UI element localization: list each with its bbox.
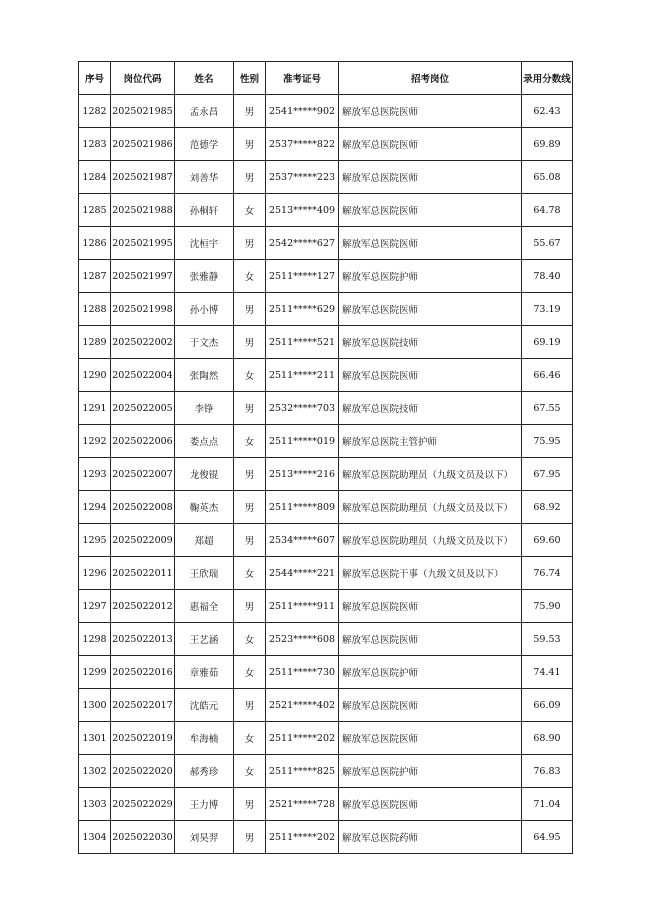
cell-gender: 女: [234, 425, 266, 458]
cell-post-code: 2025022029: [111, 788, 175, 821]
cell-name: 龙俊锟: [175, 458, 234, 491]
cell-score: 67.95: [522, 458, 573, 491]
table-row: [79, 656, 573, 689]
cell-post-code: 2025022020: [111, 755, 175, 788]
cell-position: 解放军总医院医师: [339, 788, 522, 821]
cell-score: 75.90: [522, 590, 573, 623]
cell-name: 张雅静: [175, 260, 234, 293]
cell-position: 解放军总医院医师: [339, 293, 522, 326]
cell-post-code: 2025022012: [111, 590, 175, 623]
cell-score: 65.08: [522, 161, 573, 194]
cell-post-code: 2025022009: [111, 524, 175, 557]
cell-exam-id: 2534*****607: [266, 524, 339, 557]
cell-post-code: 2025022030: [111, 821, 175, 854]
cell-name: 孙小博: [175, 293, 234, 326]
cell-gender: 男: [234, 590, 266, 623]
cell-seq: 1295: [79, 524, 111, 557]
cell-position: 解放军总医院医师: [339, 161, 522, 194]
cell-post-code: 2025022019: [111, 722, 175, 755]
cell-gender: 男: [234, 458, 266, 491]
cell-exam-id: 2521*****402: [266, 689, 339, 722]
cell-exam-id: 2544*****221: [266, 557, 339, 590]
table-row: [79, 359, 573, 392]
cell-seq: 1282: [79, 95, 111, 128]
cell-exam-id: 2511*****629: [266, 293, 339, 326]
cell-name: 孙桐轩: [175, 194, 234, 227]
cell-post-code: 2025022013: [111, 623, 175, 656]
cell-exam-id: 2513*****216: [266, 458, 339, 491]
table-row: [79, 227, 573, 260]
cell-seq: 1286: [79, 227, 111, 260]
cell-name: 牟海楠: [175, 722, 234, 755]
cell-seq: 1297: [79, 590, 111, 623]
admission-score-table: [78, 61, 573, 854]
cell-seq: 1296: [79, 557, 111, 590]
cell-post-code: 2025022016: [111, 656, 175, 689]
cell-gender: 男: [234, 689, 266, 722]
cell-score: 69.60: [522, 524, 573, 557]
cell-score: 67.55: [522, 392, 573, 425]
cell-seq: 1292: [79, 425, 111, 458]
cell-name: 惠福全: [175, 590, 234, 623]
cell-position: 解放军总医院医师: [339, 128, 522, 161]
cell-seq: 1287: [79, 260, 111, 293]
cell-gender: 男: [234, 524, 266, 557]
cell-post-code: 2025021985: [111, 95, 175, 128]
cell-position: 解放军总医院助理员（九级文员及以下）: [339, 524, 522, 557]
cell-score: 55.67: [522, 227, 573, 260]
cell-seq: 1288: [79, 293, 111, 326]
cell-name: 于文杰: [175, 326, 234, 359]
cell-name: 刘昊羿: [175, 821, 234, 854]
cell-gender: 女: [234, 260, 266, 293]
cell-gender: 女: [234, 623, 266, 656]
cell-position: 解放军总医院医师: [339, 722, 522, 755]
cell-post-code: 2025022017: [111, 689, 175, 722]
cell-position: 解放军总医院药师: [339, 821, 522, 854]
cell-name: 范德学: [175, 128, 234, 161]
cell-score: 66.46: [522, 359, 573, 392]
cell-score: 73.19: [522, 293, 573, 326]
cell-post-code: 2025021997: [111, 260, 175, 293]
cell-seq: 1290: [79, 359, 111, 392]
cell-exam-id: 2537*****223: [266, 161, 339, 194]
header-position: 招考岗位: [339, 62, 522, 95]
cell-name: 鞠英杰: [175, 491, 234, 524]
cell-score: 76.74: [522, 557, 573, 590]
table-row: [79, 425, 573, 458]
cell-gender: 男: [234, 788, 266, 821]
cell-position: 解放军总医院技师: [339, 392, 522, 425]
cell-exam-id: 2511*****127: [266, 260, 339, 293]
cell-score: 76.83: [522, 755, 573, 788]
cell-seq: 1298: [79, 623, 111, 656]
cell-gender: 女: [234, 656, 266, 689]
cell-exam-id: 2537*****822: [266, 128, 339, 161]
cell-seq: 1291: [79, 392, 111, 425]
cell-position: 解放军总医院医师: [339, 590, 522, 623]
cell-score: 75.95: [522, 425, 573, 458]
cell-name: 章雅茹: [175, 656, 234, 689]
cell-exam-id: 2511*****730: [266, 656, 339, 689]
cell-seq: 1300: [79, 689, 111, 722]
cell-gender: 男: [234, 392, 266, 425]
header-name: 姓名: [175, 62, 234, 95]
cell-post-code: 2025021988: [111, 194, 175, 227]
table-row: [79, 458, 573, 491]
cell-name: 娄点点: [175, 425, 234, 458]
cell-gender: 男: [234, 491, 266, 524]
cell-name: 李铮: [175, 392, 234, 425]
cell-post-code: 2025022005: [111, 392, 175, 425]
table-row: [79, 821, 573, 854]
cell-score: 66.09: [522, 689, 573, 722]
cell-exam-id: 2511*****019: [266, 425, 339, 458]
table-row: [79, 689, 573, 722]
cell-position: 解放军总医院护师: [339, 755, 522, 788]
cell-score: 69.19: [522, 326, 573, 359]
cell-exam-id: 2511*****202: [266, 821, 339, 854]
table-row: [79, 326, 573, 359]
cell-seq: 1283: [79, 128, 111, 161]
cell-post-code: 2025021986: [111, 128, 175, 161]
cell-gender: 女: [234, 557, 266, 590]
cell-gender: 男: [234, 95, 266, 128]
cell-post-code: 2025022004: [111, 359, 175, 392]
cell-name: 孟永昌: [175, 95, 234, 128]
cell-score: 71.04: [522, 788, 573, 821]
cell-position: 解放军总医院医师: [339, 227, 522, 260]
cell-gender: 女: [234, 722, 266, 755]
cell-gender: 男: [234, 326, 266, 359]
cell-score: 68.92: [522, 491, 573, 524]
table-row: [79, 590, 573, 623]
cell-score: 64.95: [522, 821, 573, 854]
cell-name: 郑超: [175, 524, 234, 557]
cell-exam-id: 2523*****608: [266, 623, 339, 656]
cell-post-code: 2025022007: [111, 458, 175, 491]
cell-score: 74.41: [522, 656, 573, 689]
cell-seq: 1285: [79, 194, 111, 227]
cell-gender: 男: [234, 293, 266, 326]
cell-gender: 女: [234, 359, 266, 392]
cell-score: 64.78: [522, 194, 573, 227]
cell-name: 张陶然: [175, 359, 234, 392]
cell-gender: 女: [234, 194, 266, 227]
table-row: [79, 392, 573, 425]
cell-seq: 1301: [79, 722, 111, 755]
cell-seq: 1294: [79, 491, 111, 524]
cell-exam-id: 2511*****202: [266, 722, 339, 755]
cell-position: 解放军总医院护师: [339, 656, 522, 689]
cell-position: 解放军总医院医师: [339, 689, 522, 722]
cell-exam-id: 2511*****521: [266, 326, 339, 359]
cell-seq: 1303: [79, 788, 111, 821]
cell-exam-id: 2511*****825: [266, 755, 339, 788]
cell-position: 解放军总医院医师: [339, 623, 522, 656]
cell-seq: 1299: [79, 656, 111, 689]
table-row: [79, 722, 573, 755]
cell-post-code: 2025021995: [111, 227, 175, 260]
cell-post-code: 2025021987: [111, 161, 175, 194]
header-gender: 性别: [234, 62, 266, 95]
table-row: [79, 260, 573, 293]
cell-seq: 1284: [79, 161, 111, 194]
cell-exam-id: 2513*****409: [266, 194, 339, 227]
table-row: [79, 524, 573, 557]
cell-exam-id: 2542*****627: [266, 227, 339, 260]
cell-position: 解放军总医院干事（九级文员及以下）: [339, 557, 522, 590]
table-row: [79, 557, 573, 590]
cell-gender: 男: [234, 161, 266, 194]
cell-post-code: 2025021998: [111, 293, 175, 326]
header-row: [79, 62, 573, 95]
cell-seq: 1304: [79, 821, 111, 854]
cell-post-code: 2025022011: [111, 557, 175, 590]
table-row: [79, 623, 573, 656]
cell-exam-id: 2532*****703: [266, 392, 339, 425]
cell-position: 解放军总医院护师: [339, 260, 522, 293]
cell-seq: 1293: [79, 458, 111, 491]
cell-gender: 男: [234, 128, 266, 161]
cell-name: 刘善华: [175, 161, 234, 194]
cell-name: 郝秀珍: [175, 755, 234, 788]
header-seq: 序号: [79, 62, 111, 95]
table-row: [79, 95, 573, 128]
cell-position: 解放军总医院医师: [339, 95, 522, 128]
cell-name: 沈桓宇: [175, 227, 234, 260]
cell-gender: 男: [234, 227, 266, 260]
header-score: 录用分数线: [522, 62, 573, 95]
cell-position: 解放军总医院主管护师: [339, 425, 522, 458]
cell-seq: 1302: [79, 755, 111, 788]
cell-gender: 女: [234, 755, 266, 788]
cell-post-code: 2025022008: [111, 491, 175, 524]
table-row: [79, 194, 573, 227]
cell-seq: 1289: [79, 326, 111, 359]
table-row: [79, 161, 573, 194]
cell-name: 沈皓元: [175, 689, 234, 722]
cell-gender: 男: [234, 821, 266, 854]
cell-score: 62.43: [522, 95, 573, 128]
cell-score: 59.53: [522, 623, 573, 656]
table-row: [79, 128, 573, 161]
admission-table-sheet: [78, 61, 572, 854]
header-post-code: 岗位代码: [111, 62, 175, 95]
cell-post-code: 2025022006: [111, 425, 175, 458]
cell-position: 解放军总医院医师: [339, 194, 522, 227]
cell-post-code: 2025022002: [111, 326, 175, 359]
cell-score: 78.40: [522, 260, 573, 293]
table-row: [79, 788, 573, 821]
table-row: [79, 755, 573, 788]
cell-name: 王欣瑞: [175, 557, 234, 590]
cell-exam-id: 2511*****911: [266, 590, 339, 623]
cell-name: 王艺涵: [175, 623, 234, 656]
cell-exam-id: 2511*****809: [266, 491, 339, 524]
cell-exam-id: 2541*****902: [266, 95, 339, 128]
cell-exam-id: 2511*****211: [266, 359, 339, 392]
cell-name: 王力博: [175, 788, 234, 821]
cell-position: 解放军总医院助理员（九级文员及以下）: [339, 458, 522, 491]
cell-exam-id: 2521*****728: [266, 788, 339, 821]
table-row: [79, 293, 573, 326]
cell-position: 解放军总医院技师: [339, 326, 522, 359]
table-row: [79, 491, 573, 524]
cell-position: 解放军总医院助理员（九级文员及以下）: [339, 491, 522, 524]
cell-position: 解放军总医院医师: [339, 359, 522, 392]
cell-score: 69.89: [522, 128, 573, 161]
cell-score: 68.90: [522, 722, 573, 755]
header-exam-id: 准考证号: [266, 62, 339, 95]
